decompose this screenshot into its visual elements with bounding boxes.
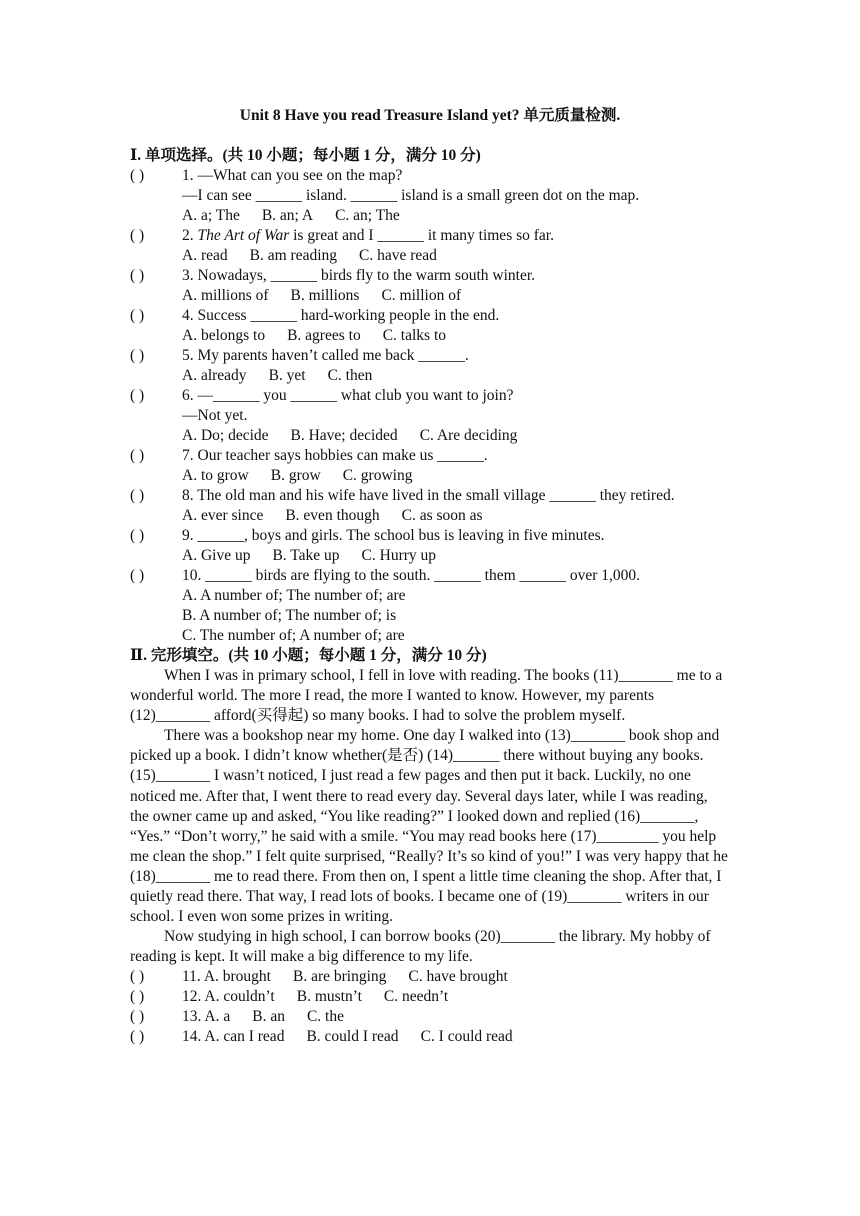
option-b: B. agrees to (287, 327, 361, 344)
cloze-item-13 (130, 1007, 730, 1027)
passage-paragraph-3: Now studying in high school, I can borrow books (20)_______ the library. My hobby of reading is kept. It will make a big difference to my life. (130, 928, 711, 966)
options-1 (130, 206, 730, 226)
option-b: B. millions (290, 287, 360, 304)
option-c: C. The number of; A number of; are (182, 627, 405, 644)
question-stem (182, 226, 554, 246)
option-c: C. needn’t (383, 988, 449, 1006)
option-a: A. read (182, 247, 228, 264)
question-4 (130, 306, 730, 326)
passage-paragraph-2: There was a bookshop near my home. One day I walked into (13)_______ book shop and picked up a book. I didn’t know whether(是否) (14)______ there without buying any books. (15)_______ I wasn’t noticed, I just read a few pages and then put it back. Luckily, no one noticed me. After that, I went there to read every day. Several days later, while I was reading, the owner came up and asked, “You like reading?” I looked down and replied (16)_______, “Yes.” “Don’t worry,” he said with a smile. “You may read books here (17)________ you help me clean the shop.” I felt quite surprised, “Really? It’s so kind of you!” I was very happy that he (18)_______ me to read there. From then on, I spent a little time cleaning the shop. After that, I quietly read there. That way, I read lots of books. I became one of (19)_______ writers in our school. I even won some prizes in writing. (130, 727, 728, 926)
option-a: A. already (182, 367, 247, 384)
option-a: A. couldn’t (204, 988, 275, 1006)
item-number: 14. (182, 1028, 205, 1046)
option-a: A. Give up (182, 547, 251, 564)
question-2 (130, 226, 730, 246)
option-b: B. Have; decided (290, 427, 398, 444)
question-7 (130, 446, 730, 466)
option-b: B. grow (270, 467, 321, 484)
item-number: 12. (182, 988, 205, 1006)
question-6 (130, 386, 730, 406)
question-stem: 6. —______ you ______ what club you want to join? (182, 387, 514, 404)
question-1 (130, 166, 730, 186)
cloze-options (182, 967, 530, 987)
question-stem: 8. The old man and his wife have lived in the small village ______ they retired. (182, 487, 675, 504)
cloze-passage (130, 666, 730, 967)
option-c: C. as soon as (401, 507, 483, 524)
question-10 (130, 566, 730, 586)
question-stem: 3. Nowadays, ______ birds fly to the warm south winter. (182, 267, 536, 284)
answer-blank: ( ) (130, 387, 145, 404)
item-number: 11. (182, 968, 204, 986)
option-c: C. an; The (335, 207, 400, 224)
question-number: 2. (182, 227, 198, 244)
cloze-options (182, 1007, 366, 1027)
section-2-heading: Ⅱ. 完形填空。(共 10 小题；每小题 1 分，满分 10 分) (130, 647, 487, 664)
answer-blank: ( ) (130, 567, 145, 584)
answer-blank: ( ) (130, 347, 145, 364)
question-stem: 4. Success ______ hard-working people in the end. (182, 307, 500, 324)
option-c: C. Are deciding (419, 427, 518, 444)
answer-blank: ( ) (130, 487, 145, 504)
answer-blank: ( ) (130, 1008, 145, 1026)
option-a: A. Do; decide (182, 427, 269, 444)
question-5 (130, 346, 730, 366)
option-b: B. mustn’t (296, 988, 362, 1006)
cloze-item-14 (130, 1027, 730, 1047)
option-c: C. I could read (420, 1028, 513, 1046)
option-b: B. yet (268, 367, 306, 384)
option-a: A. ever since (182, 507, 264, 524)
option-b: B. A number of; The number of; is (182, 607, 397, 624)
answer-blank: ( ) (130, 527, 145, 544)
option-a: A. a; The (182, 207, 240, 224)
option-b: B. Take up (272, 547, 340, 564)
question-stem-cont: —I can see ______ island. ______ island is a small green dot on the map. (182, 187, 640, 204)
option-a: A. can I read (204, 1028, 285, 1046)
question-9 (130, 526, 730, 546)
option-c: C. the (306, 1008, 344, 1026)
option-a: A. a (204, 1008, 231, 1026)
item-number: 13. (182, 1008, 205, 1026)
cloze-options (182, 1027, 535, 1047)
option-c: C. million of (381, 287, 462, 304)
section-1-heading: Ⅰ. 单项选择。(共 10 小题；每小题 1 分，满分 10 分) (130, 147, 481, 164)
option-c: C. have read (359, 247, 437, 264)
option-b: B. are bringing (293, 968, 387, 986)
answer-blank: ( ) (130, 267, 145, 284)
options-6 (130, 426, 730, 446)
answer-blank: ( ) (130, 167, 145, 184)
option-b: B. even though (285, 507, 380, 524)
cloze-item-11 (130, 967, 730, 987)
answer-blank: ( ) (130, 1028, 145, 1046)
option-c: C. talks to (382, 327, 446, 344)
option-c: C. growing (342, 467, 413, 484)
options-2 (130, 246, 730, 266)
question-8 (130, 486, 730, 506)
option-c: C. Hurry up (361, 547, 437, 564)
options-7 (130, 466, 730, 486)
passage-paragraph-1: When I was in primary school, I fell in love with reading. The books (11)_______ me to a wonderful world. The more I read, the more I wanted to know. However, my parents (12)_______ afford(买得起) so many books. I had to solve the problem myself. (130, 667, 723, 725)
option-b: B. an (252, 1008, 285, 1026)
options-8 (130, 506, 730, 526)
answer-blank: ( ) (130, 988, 145, 1006)
page-title: Unit 8 Have you read Treasure Island yet? 单元质量检测. (239, 107, 621, 124)
option-a: A. belongs to (182, 327, 266, 344)
options-9 (130, 546, 730, 566)
question-stem: 10. ______ birds are flying to the south. ______ them ______ over 1,000. (182, 567, 641, 584)
options-5 (130, 366, 730, 386)
question-stem: 1. —What can you see on the map? (182, 167, 403, 184)
question-stem: 9. ______, boys and girls. The school bus is leaving in five minutes. (182, 527, 605, 544)
option-a: A. A number of; The number of; are (182, 587, 406, 604)
question-stem-cont: —Not yet. (182, 407, 248, 424)
question-3 (130, 266, 730, 286)
option-b: B. am reading (249, 247, 338, 264)
option-b: B. could I read (306, 1028, 399, 1046)
answer-blank: ( ) (130, 227, 145, 244)
document-page (130, 100, 730, 1047)
book-title: The Art of War (197, 227, 290, 244)
answer-blank: ( ) (130, 447, 145, 464)
option-b: B. an; A (261, 207, 314, 224)
cloze-item-12 (130, 987, 730, 1007)
option-a: A. to grow (182, 467, 249, 484)
options-4 (130, 326, 730, 346)
option-c: C. then (327, 367, 373, 384)
answer-blank: ( ) (130, 968, 145, 986)
answer-blank: ( ) (130, 307, 145, 324)
option-c: C. have brought (408, 968, 508, 986)
question-stem: 7. Our teacher says hobbies can make us ______. (182, 447, 488, 464)
question-rest: is great and I ______ it many times so far. (289, 227, 554, 244)
options-3 (130, 286, 730, 306)
question-stem: 5. My parents haven’t called me back ______. (182, 347, 469, 364)
option-a: A. brought (203, 968, 271, 986)
cloze-options (182, 987, 470, 1007)
option-a: A. millions of (182, 287, 269, 304)
